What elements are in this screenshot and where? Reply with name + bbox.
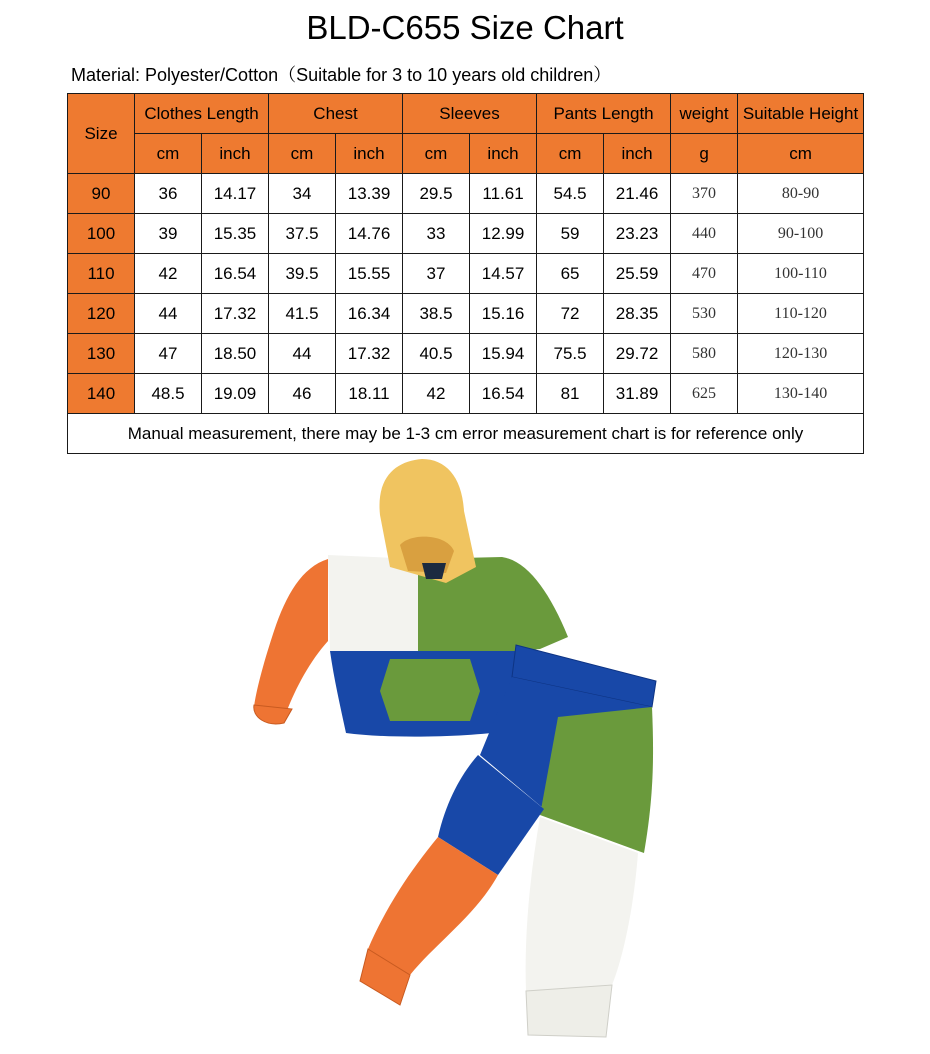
table-cell: 41.5 xyxy=(269,294,336,334)
size-label: 120 xyxy=(68,294,135,334)
table-cell: 33 xyxy=(403,214,470,254)
header-weight: weight xyxy=(671,94,738,134)
table-cell: 39.5 xyxy=(269,254,336,294)
table-cell: 25.59 xyxy=(604,254,671,294)
table-cell: 38.5 xyxy=(403,294,470,334)
size-row xyxy=(68,214,864,254)
header-sleeves: Sleeves xyxy=(403,94,537,134)
table-cell: 16.54 xyxy=(202,254,269,294)
size-label: 140 xyxy=(68,374,135,414)
table-cell: 46 xyxy=(269,374,336,414)
size-label: 110 xyxy=(68,254,135,294)
table-cell: 39 xyxy=(135,214,202,254)
table-cell: 625 xyxy=(671,374,738,414)
table-cell: 370 xyxy=(671,174,738,214)
unit-cell: inch xyxy=(470,134,537,174)
table-cell: 440 xyxy=(671,214,738,254)
table-cell: 90-100 xyxy=(738,214,864,254)
table-cell: 21.46 xyxy=(604,174,671,214)
table-cell: 12.99 xyxy=(470,214,537,254)
table-cell: 29.72 xyxy=(604,334,671,374)
table-cell: 29.5 xyxy=(403,174,470,214)
table-cell: 470 xyxy=(671,254,738,294)
table-cell: 42 xyxy=(135,254,202,294)
note-row xyxy=(68,414,864,454)
table-cell: 14.76 xyxy=(336,214,403,254)
unit-cell: cm xyxy=(537,134,604,174)
size-label: 130 xyxy=(68,334,135,374)
header-row-titles xyxy=(68,94,864,134)
material-note: Material: Polyester/Cotton（Suitable for 3 to 10 years old children） xyxy=(71,65,612,85)
unit-cell: inch xyxy=(336,134,403,174)
table-cell: 16.54 xyxy=(470,374,537,414)
size-row xyxy=(68,294,864,334)
table-cell: 75.5 xyxy=(537,334,604,374)
table-cell: 65 xyxy=(537,254,604,294)
unit-cell: cm xyxy=(403,134,470,174)
table-cell: 47 xyxy=(135,334,202,374)
table-cell: 59 xyxy=(537,214,604,254)
table-cell: 15.55 xyxy=(336,254,403,294)
table-cell: 44 xyxy=(135,294,202,334)
unit-cell: g xyxy=(671,134,738,174)
size-row xyxy=(68,174,864,214)
table-cell: 34 xyxy=(269,174,336,214)
size-row xyxy=(68,254,864,294)
unit-cell: cm xyxy=(135,134,202,174)
table-cell: 72 xyxy=(537,294,604,334)
table-cell: 18.50 xyxy=(202,334,269,374)
table-cell: 44 xyxy=(269,334,336,374)
size-row xyxy=(68,374,864,414)
table-cell: 17.32 xyxy=(202,294,269,334)
unit-cell: inch xyxy=(604,134,671,174)
measurement-note: Manual measurement, there may be 1-3 cm error measurement chart is for reference only xyxy=(68,414,864,454)
table-cell: 13.39 xyxy=(336,174,403,214)
table-cell: 48.5 xyxy=(135,374,202,414)
table-cell: 18.11 xyxy=(336,374,403,414)
table-cell: 14.57 xyxy=(470,254,537,294)
table-cell: 31.89 xyxy=(604,374,671,414)
table-cell: 15.94 xyxy=(470,334,537,374)
table-cell: 120-130 xyxy=(738,334,864,374)
header-chest: Chest xyxy=(269,94,403,134)
table-cell: 23.23 xyxy=(604,214,671,254)
table-cell: 37.5 xyxy=(269,214,336,254)
table-cell: 42 xyxy=(403,374,470,414)
table-cell: 110-120 xyxy=(738,294,864,334)
table-cell: 19.09 xyxy=(202,374,269,414)
unit-cell: cm xyxy=(269,134,336,174)
kids-tracksuit-photo xyxy=(240,455,670,1045)
table-cell: 15.16 xyxy=(470,294,537,334)
table-cell: 28.35 xyxy=(604,294,671,334)
table-cell: 81 xyxy=(537,374,604,414)
table-cell: 15.35 xyxy=(202,214,269,254)
table-cell: 16.34 xyxy=(336,294,403,334)
table-cell: 580 xyxy=(671,334,738,374)
table-cell: 14.17 xyxy=(202,174,269,214)
table-cell: 130-140 xyxy=(738,374,864,414)
table-cell: 80-90 xyxy=(738,174,864,214)
size-label: 90 xyxy=(68,174,135,214)
size-chart-table xyxy=(67,93,864,454)
table-cell: 11.61 xyxy=(470,174,537,214)
header-suitable-height: Suitable Height xyxy=(738,94,864,134)
table-cell: 40.5 xyxy=(403,334,470,374)
table-cell: 100-110 xyxy=(738,254,864,294)
header-clothes-length: Clothes Length xyxy=(135,94,269,134)
table-cell: 17.32 xyxy=(336,334,403,374)
header-pants-length: Pants Length xyxy=(537,94,671,134)
table-cell: 54.5 xyxy=(537,174,604,214)
table-cell: 530 xyxy=(671,294,738,334)
unit-cell: inch xyxy=(202,134,269,174)
table-cell: 36 xyxy=(135,174,202,214)
page-title: BLD-C655 Size Chart xyxy=(306,9,624,46)
size-label: 100 xyxy=(68,214,135,254)
header-size: Size xyxy=(68,94,135,174)
table-cell: 37 xyxy=(403,254,470,294)
size-row xyxy=(68,334,864,374)
unit-cell: cm xyxy=(738,134,864,174)
header-row-units xyxy=(68,134,864,174)
